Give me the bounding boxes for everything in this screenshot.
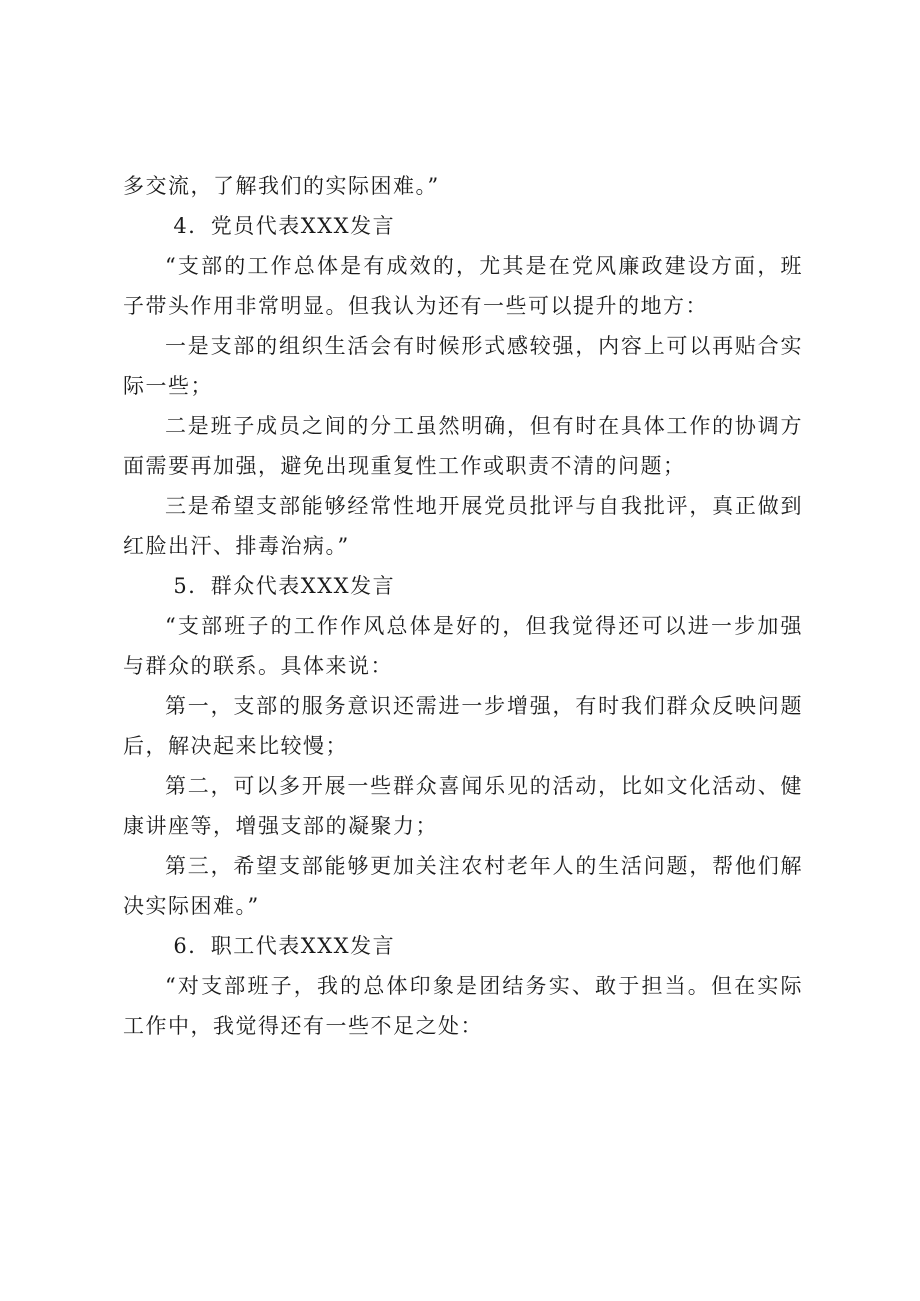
paragraph: 二是班子成员之间的分工虽然明确，但有时在具体工作的协调方面需要再加强，避免出现重复性工作或职责不清的问题；: [123, 414, 803, 478]
section-heading-public-representative: 5．群众代表XXX发言: [173, 574, 396, 598]
paragraph-continuation: 多交流，了解我们的实际困难。”: [123, 174, 440, 198]
document-body: [123, 166, 803, 1046]
section-heading-staff-representative: 6．职工代表XXX发言: [173, 934, 396, 958]
paragraph: 第一，支部的服务意识还需进一步增强，有时我们群众反映问题后，解决起来比较慢；: [123, 694, 803, 758]
paragraph: “支部班子的工作作风总体是好的，但我觉得还可以进一步加强与群众的联系。具体来说：: [123, 614, 803, 678]
paragraph: 三是希望支部能够经常性地开展党员批评与自我批评，真正做到红脸出汗、排毒治病。”: [123, 494, 803, 558]
paragraph: 第二，可以多开展一些群众喜闻乐见的活动，比如文化活动、健康讲座等，增强支部的凝聚力；: [123, 774, 803, 838]
paragraph: “对支部班子，我的总体印象是团结务实、敢于担当。但在实际工作中，我觉得还有一些不足之处：: [123, 974, 803, 1038]
paragraph: 第三，希望支部能够更加关注农村老年人的生活问题，帮他们解决实际困难。”: [123, 854, 803, 918]
section-heading-party-member: 4．党员代表XXX发言: [173, 214, 396, 238]
paragraph: 一是支部的组织生活会有时候形式感较强，内容上可以再贴合实际一些；: [123, 334, 803, 398]
paragraph: “支部的工作总体是有成效的，尤其是在党风廉政建设方面，班子带头作用非常明显。但我认为还有一些可以提升的地方：: [123, 254, 803, 318]
